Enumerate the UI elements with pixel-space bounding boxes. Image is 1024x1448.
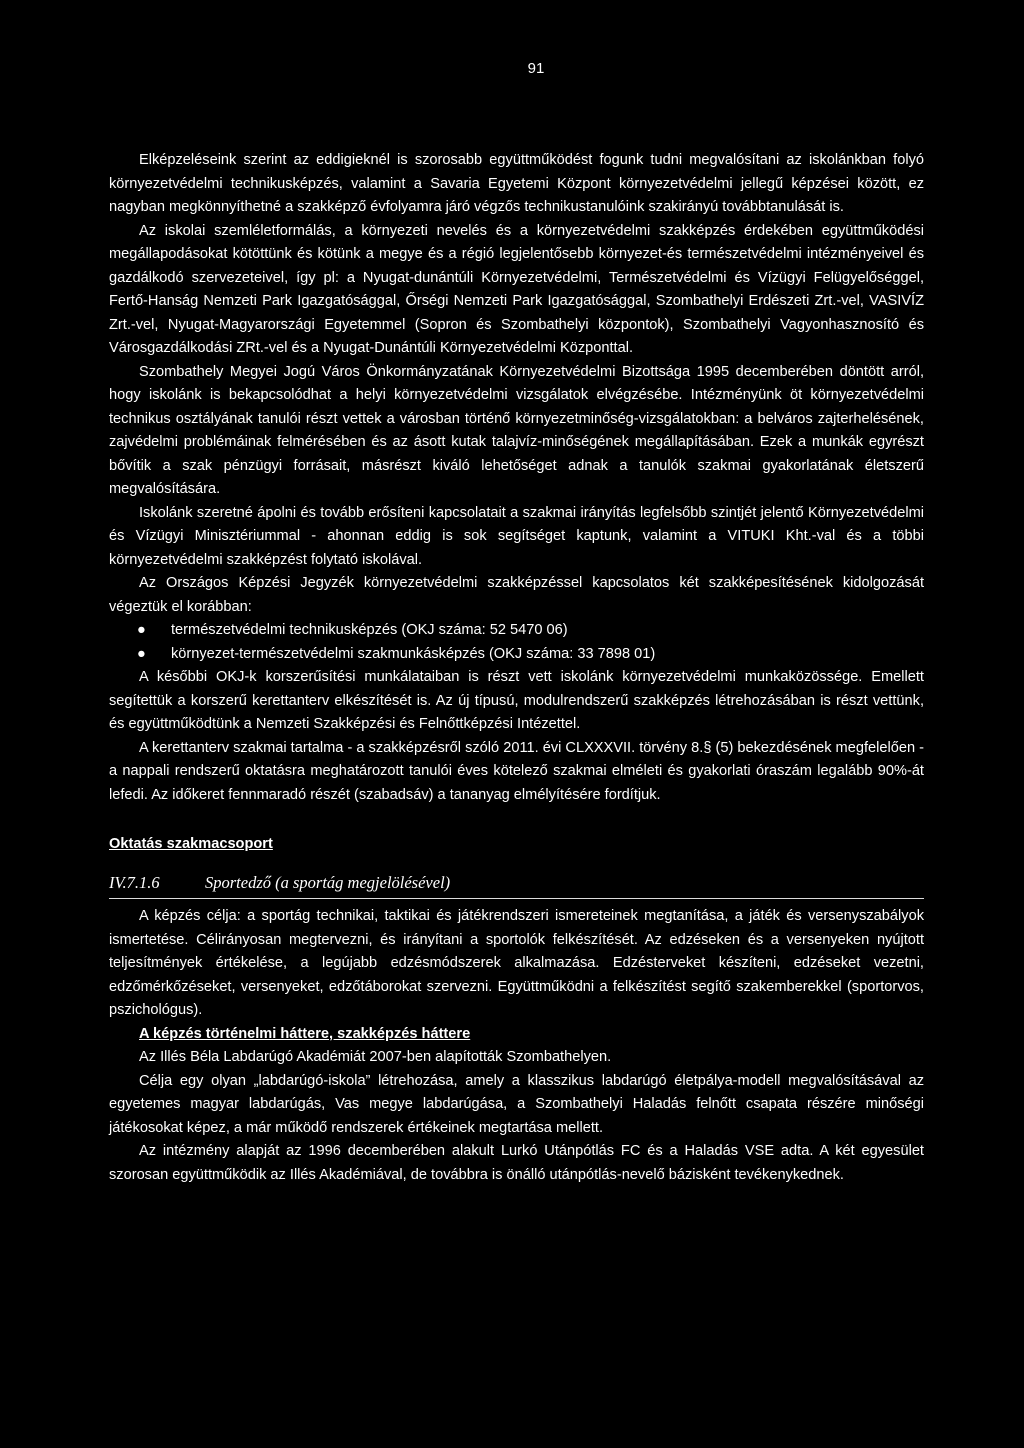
qualification-list bbox=[109, 619, 924, 666]
bullet-icon: ● bbox=[137, 645, 146, 662]
paragraph: Iskolánk szeretné ápolni és tovább erősíteni kapcsolatait a szakmai irányítás legfelsőbb szintjét jelentő Környezetvédelmi és Vízügyi Minisztériummal - ahonnan eddig is sok segítséget kaptunk, valamint a VITUKI Kht.-val és a többi környezetvédelmi szakképzést folytató iskolával. bbox=[109, 504, 924, 568]
list-item bbox=[109, 643, 924, 667]
document-body bbox=[109, 149, 924, 1187]
list-item-text: természetvédelmi technikusképzés (OKJ száma: 52 5470 06) bbox=[171, 622, 568, 638]
paragraph: Az Illés Béla Labdarúgó Akadémiát 2007-ben alapították Szombathelyen. bbox=[139, 1049, 612, 1065]
section-number: IV.7.1.6 bbox=[109, 872, 160, 892]
history-heading: A képzés történelmi háttere, szakképzés háttere bbox=[139, 1025, 471, 1042]
paragraph: Célja egy olyan „labdarúgó-iskola” létrehozása, amely a klasszikus labdarúgó életpálya-modell megvalósításával az egyetemes magyar labdarúgás, Vas megye labdarúgása, a Szombathelyi Haladás felnőtt csapata részére minőségi játékosokat képez, a már működő rendszerek értékeinek megtartása mellett. bbox=[109, 1072, 924, 1136]
page-number: 91 bbox=[527, 60, 545, 77]
paragraph: Szombathely Megyei Jogú Város Önkormányzatának Környezetvédelmi Bizottsága 1995 decemberében döntött arról, hogy iskolánk is bekapcsolódhat a helyi környezetvédelmi vizsgálatok elvégzésébe. Intézményünk öt környezetvédelmi technikus osztályának tanulói részt vettek a városban történő környezetminőség-vizsgálatokban: a belváros zajterhelésének, zajvédelmi problémáinak felmérésében és az ásott kutak talajvíz-minőségének megállapításában. Ezek a munkák egyrészt bővítik a szak pénzügyi forrásait, másrészt kiváló lehetőséget adnak a tanulók szakmai gyakorlatának életszerű megvalósítására. bbox=[109, 363, 924, 497]
paragraph: Elképzeléseink szerint az eddigieknél is szorosabb együttműködést fogunk tudni megvalósítani az iskolánkban folyó környezetvédelmi technikusképzés, valamint a Savaria Egyetemi Központ környezetvédelmi jellegű képzései között, ez nagyban megkönnyíthetné a szakképző évfolyamra járó végzős technikustanulóink szakirányú továbbtanulását is. bbox=[109, 152, 924, 215]
paragraph: A kerettanterv szakmai tartalma - a szakképzésről szóló 2011. évi CLXXXVII. törvény 8.§ (5) bekezdésének megfelelően - a nappali rendszerű oktatásra meghatározott tanulói éves kötelező szakmai elméleti és gyakorlati óraszám legalább 90%-át lefedi. Az időkeret fennmaradó részét (szabadsáv) a tananyag elmélyítésére fordítjuk. bbox=[109, 739, 924, 803]
paragraph: A képzés célja: a sportág technikai, taktikai és játékrendszeri ismereteinek megtanítása, a játék és versenyszabályok ismertetése. Célirányosan megtervezni, és irányítani a sportolók felkészítését. Az edzéseken és a versenyeken nyújtott teljesítmények értékelése, a legújabb edzésmódszerek alkalmazása. Edzésterveket készíteni, edzéseket vezetni, edzőmérkőzéseket, versenyeket, edzőtáborokat szervezni. Együttműködni a felkészítést segítő szakemberekkel (sportorvos, pszichológus). bbox=[109, 908, 924, 1018]
paragraph: Az iskolai szemléletformálás, a környezeti nevelés és a környezetvédelmi szakképzés érdekében együttműködési megállapodásokat kötöttünk és kötünk a megye és a régió legjelentősebb környezet-és természetvédelmi intézményeivel és gazdálkodó szervezeteivel, így pl: a Nyugat-dunántúli Környezetvédelmi, Természetvédelmi és Vízügyi Felügyelőséggel, Fertő-Hanság Nemzeti Park Igazgatósággal, Őrségi Nemzeti Park Igazgatósággal, Szombathelyi Erdészeti Zrt.-vel, VASIVÍZ Zrt.-vel, Nyugat-Magyarországi Egyetemmel (Sopron és Szombathelyi központok), Szombathelyi Vagyonhasznosító és Városgazdálkodási ZRt.-vel és a Nyugat-Dunántúli Környezetvédelmi Központtal. bbox=[109, 222, 924, 356]
list-item-text: környezet-természetvédelmi szakmunkásképzés (OKJ száma: 33 7898 01) bbox=[171, 645, 656, 662]
list-item bbox=[109, 619, 924, 643]
group-heading: Oktatás szakmacsoport bbox=[109, 836, 273, 852]
section-title: Sportedző (a sportág megjelölésével) bbox=[205, 872, 451, 892]
paragraph: Az Országos Képzési Jegyzék környezetvédelmi szakképzéssel kapcsolatos két szakképesítésének kidolgozását végeztük el korábban: bbox=[109, 575, 924, 615]
section-heading bbox=[109, 871, 924, 900]
bullet-icon: ● bbox=[137, 622, 146, 638]
paragraph: Az intézmény alapját az 1996 decemberében alakult Lurkó Utánpótlás FC és a Haladás VSE adta. A két egyesület szorosan együttműködik az Illés Akadémiával, de továbbra is önálló utánpótlás-nevelő bázisként tevékenykednek. bbox=[109, 1143, 924, 1183]
paragraph: A későbbi OKJ-k korszerűsítési munkálataiban is részt vett iskolánk környezetvédelmi munkaközössége. Emellett segítettük a korszerű kerettanterv elkészítését is. Az új típusú, modulrendszerű szakképzés létrehozásában is részt vettünk, és együttműködtünk a Nemzeti Szakképzési és Felnőttképzési Intézettel. bbox=[109, 669, 924, 732]
